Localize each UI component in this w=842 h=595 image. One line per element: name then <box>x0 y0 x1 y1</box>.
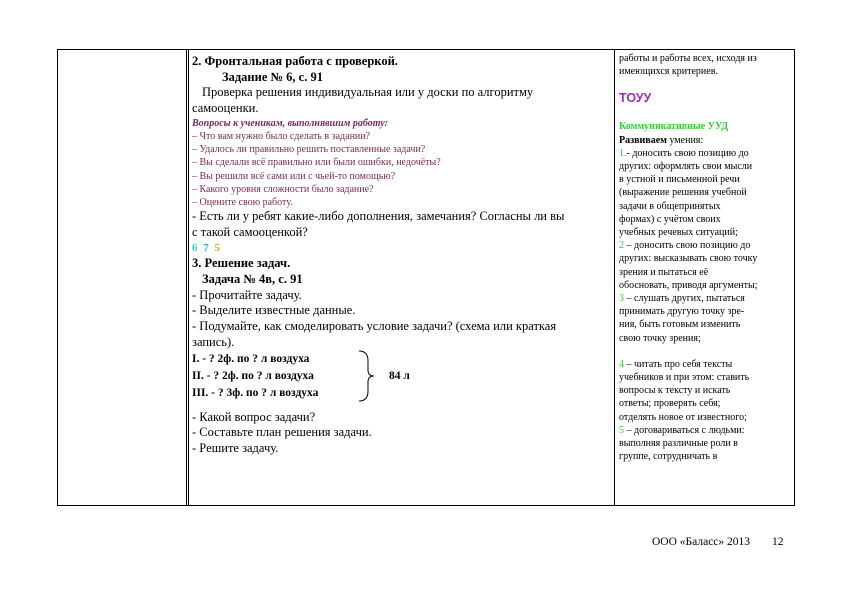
text-line: группе, сотрудничать в <box>619 451 718 463</box>
text-line: ния, быть готовым изменить <box>619 319 741 331</box>
brace-icon <box>356 349 376 403</box>
uud-column <box>619 52 787 463</box>
lesson-content-column <box>192 54 610 457</box>
question-item: – Вы сделали всё правильно или были ошибки, недочёты? <box>192 157 441 169</box>
razv-label: Развиваем <box>619 134 667 146</box>
text-line: вопросы к тексту и искать <box>619 385 731 397</box>
scheme-line: I. - ? 2ф. по ? л воздуха <box>192 352 310 365</box>
text-line <box>619 424 787 437</box>
text-line: задачи в общепринятых <box>619 200 721 212</box>
step-line: - Составьте план решения задачи. <box>192 425 372 440</box>
column-divider <box>186 49 187 505</box>
text-line: других: оформлять свои мысли <box>619 161 753 173</box>
question-item: – Удалось ли правильно решить поставленные задачи? <box>192 144 426 156</box>
text-line: формах) с учётом своих <box>619 213 721 225</box>
item-number: 1. <box>619 147 627 159</box>
text-line: учебных речевых ситуаций; <box>619 227 738 239</box>
scheme-line: II. - ? 2ф. по ? л воздуха <box>192 369 314 382</box>
text-line <box>619 239 787 252</box>
step-line: - Выделите известные данные. <box>192 303 356 318</box>
text-line: работы и работы всех, исходя из <box>619 53 757 64</box>
column-divider <box>188 49 189 505</box>
item-number: 4 <box>619 358 624 370</box>
marker-number: 5 <box>214 241 220 254</box>
item-text: – читать про себя тексты <box>624 358 733 370</box>
page-number: 12 <box>772 536 784 548</box>
question-item: – Что вам нужно было сделать в задании? <box>192 131 371 143</box>
item-number: 5 <box>619 424 624 436</box>
text-line: обосновать, приводя аргументы; <box>619 279 758 291</box>
scheme-line: III. - ? 3ф. по ? л воздуха <box>192 386 319 399</box>
question-item: – Оцените свою работу. <box>192 197 293 209</box>
table-right-border <box>794 49 795 505</box>
text-line <box>619 134 787 147</box>
column-divider <box>614 49 615 505</box>
question-item: – Вы решили всё сами или с чьей-то помощью? <box>192 170 396 182</box>
text-line: в устной и письменной речи <box>619 174 740 186</box>
item-number: 2 <box>619 240 624 252</box>
table-top-border <box>57 49 795 50</box>
text-line <box>619 292 787 305</box>
questions-heading: Вопросы к ученикам, выполнявшим работу: <box>192 117 388 129</box>
paragraph-line: самооценки. <box>192 101 259 116</box>
touu-heading: ТОУУ <box>619 91 652 106</box>
text-line: имеющихся критериев. <box>619 66 718 78</box>
table-left-border <box>57 49 58 505</box>
text-line <box>619 147 787 160</box>
paragraph-line: Проверка решения индивидуальная или у доски по алгоритму <box>202 85 534 100</box>
task-reference: Задача № 4в, с. 91 <box>202 272 303 287</box>
text-line <box>619 358 787 371</box>
text-line: отделять новое от известного; <box>619 411 747 423</box>
text-line: свою точку зрения; <box>619 332 701 344</box>
item-text: – договариваться с людьми: <box>624 424 745 436</box>
section-heading: 2. Фронтальная работа с проверкой. <box>192 54 398 68</box>
text-line: выполняя различные роли в <box>619 438 738 450</box>
text-line: ответы; проверять себя; <box>619 398 721 410</box>
text-line: (выражение решения учебной <box>619 187 747 199</box>
task-reference: Задание № 6, с. 91 <box>222 69 323 84</box>
komm-heading: Коммуникативные УУД <box>619 121 729 133</box>
task-scheme <box>192 351 610 402</box>
item-number: 3 <box>619 293 624 305</box>
question-item: – Какого уровня сложности было задание? <box>192 183 374 195</box>
scheme-total: 84 л <box>389 369 410 382</box>
section-heading: 3. Решение задач. <box>192 256 291 271</box>
number-markers <box>192 241 610 257</box>
step-line: - Подумайте, как смоделировать условие задачи? (схема или краткая <box>192 319 557 334</box>
item-text: – доносить свою позицию до <box>624 240 751 252</box>
paragraph-line: с такой самооценкой? <box>192 224 308 239</box>
step-line: - Какой вопрос задачи? <box>192 409 316 424</box>
step-line: - Прочитайте задачу. <box>192 287 302 302</box>
step-line: запись). <box>192 334 235 349</box>
text-line: зрения и пытаться её <box>619 266 709 278</box>
paragraph-line: - Есть ли у ребят какие-либо дополнения, замечания? Согласны ли вы <box>192 209 565 224</box>
item-text: - доносить свою позицию до <box>626 147 749 159</box>
razv-rest: умения: <box>666 134 704 146</box>
step-line: - Решите задачу. <box>192 440 279 455</box>
text-line: учебников и при этом: ставить <box>619 372 750 384</box>
footer-publisher: ООО «Баласс» 2013 <box>652 536 751 548</box>
marker-number: 7 <box>203 241 209 254</box>
table-bottom-border <box>57 505 795 506</box>
item-text: – слушать других, пытаться <box>624 293 745 305</box>
marker-number: 6 <box>192 241 198 254</box>
text-line: других: высказывать свою точку <box>619 253 758 265</box>
text-line: принимать другую точку зре- <box>619 306 745 318</box>
